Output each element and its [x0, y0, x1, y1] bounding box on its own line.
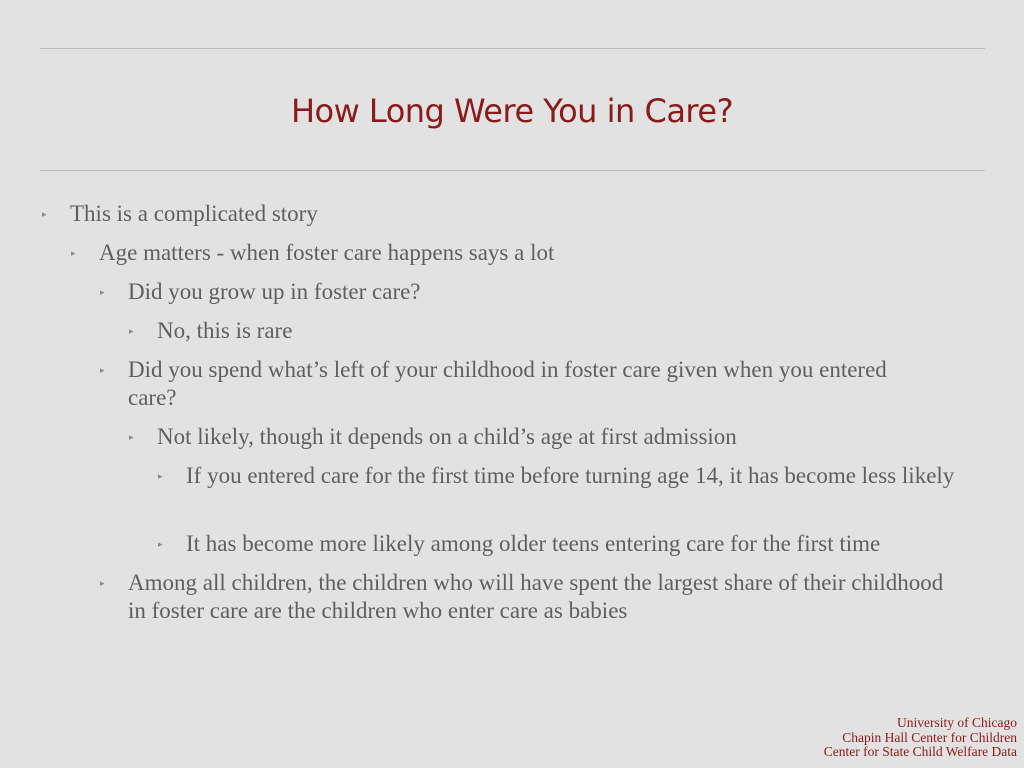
bullet-arrow-icon: ▸: [129, 432, 134, 442]
title-divider: [40, 170, 985, 171]
footer-line: Chapin Hall Center for Children: [842, 729, 1017, 745]
bullet-arrow-icon: ▸: [42, 209, 47, 219]
bullet-text: Among all children, the children who will have spent the largest share of their childhood in foster care are the children who enter care as babies: [128, 570, 944, 623]
footer-line: University of Chicago: [897, 715, 1017, 730]
bullet-text: Not likely, though it depends on a child’s age at first admission: [157, 424, 737, 449]
bullet-text: It has become more likely among older teens entering care for the first time: [186, 531, 881, 556]
bullet-text: Did you grow up in foster care?: [128, 279, 421, 304]
slide-title: How Long Were You in Care?: [290, 92, 734, 130]
bullet-arrow-icon: ▸: [100, 287, 105, 297]
bullet-level-3: [100, 569, 958, 625]
bullet-arrow-icon: ▸: [71, 248, 76, 258]
bullet-level-1: [42, 200, 970, 228]
bullet-level-3: [100, 278, 978, 306]
bullet-text: Did you spend what’s left of your childhood in foster care given when you entered care?: [128, 357, 887, 410]
bullet-text: If you entered care for the first time before turning age 14, it has become less likely: [186, 463, 955, 488]
bullet-level-2: [71, 239, 979, 267]
footer-line: Center for State Child Welfare Data: [823, 744, 1017, 759]
bullet-text: No, this is rare: [157, 318, 293, 343]
bullet-arrow-icon: ▸: [158, 471, 163, 481]
bullet-arrow-icon: ▸: [100, 365, 105, 375]
bullet-arrow-icon: ▸: [129, 326, 134, 336]
footer-institution: [824, 716, 1017, 760]
bullet-level-4: [129, 423, 987, 451]
top-divider: [40, 48, 985, 49]
bullet-level-5: [158, 530, 996, 558]
bullet-arrow-icon: ▸: [158, 539, 163, 549]
bullet-text: Age matters - when foster care happens says a lot: [99, 240, 555, 265]
bullet-level-5: [158, 462, 986, 490]
bullet-level-4: [129, 317, 977, 345]
bullet-text: This is a complicated story: [70, 201, 318, 226]
bullet-level-3: [100, 356, 928, 412]
bullet-arrow-icon: ▸: [100, 578, 105, 588]
